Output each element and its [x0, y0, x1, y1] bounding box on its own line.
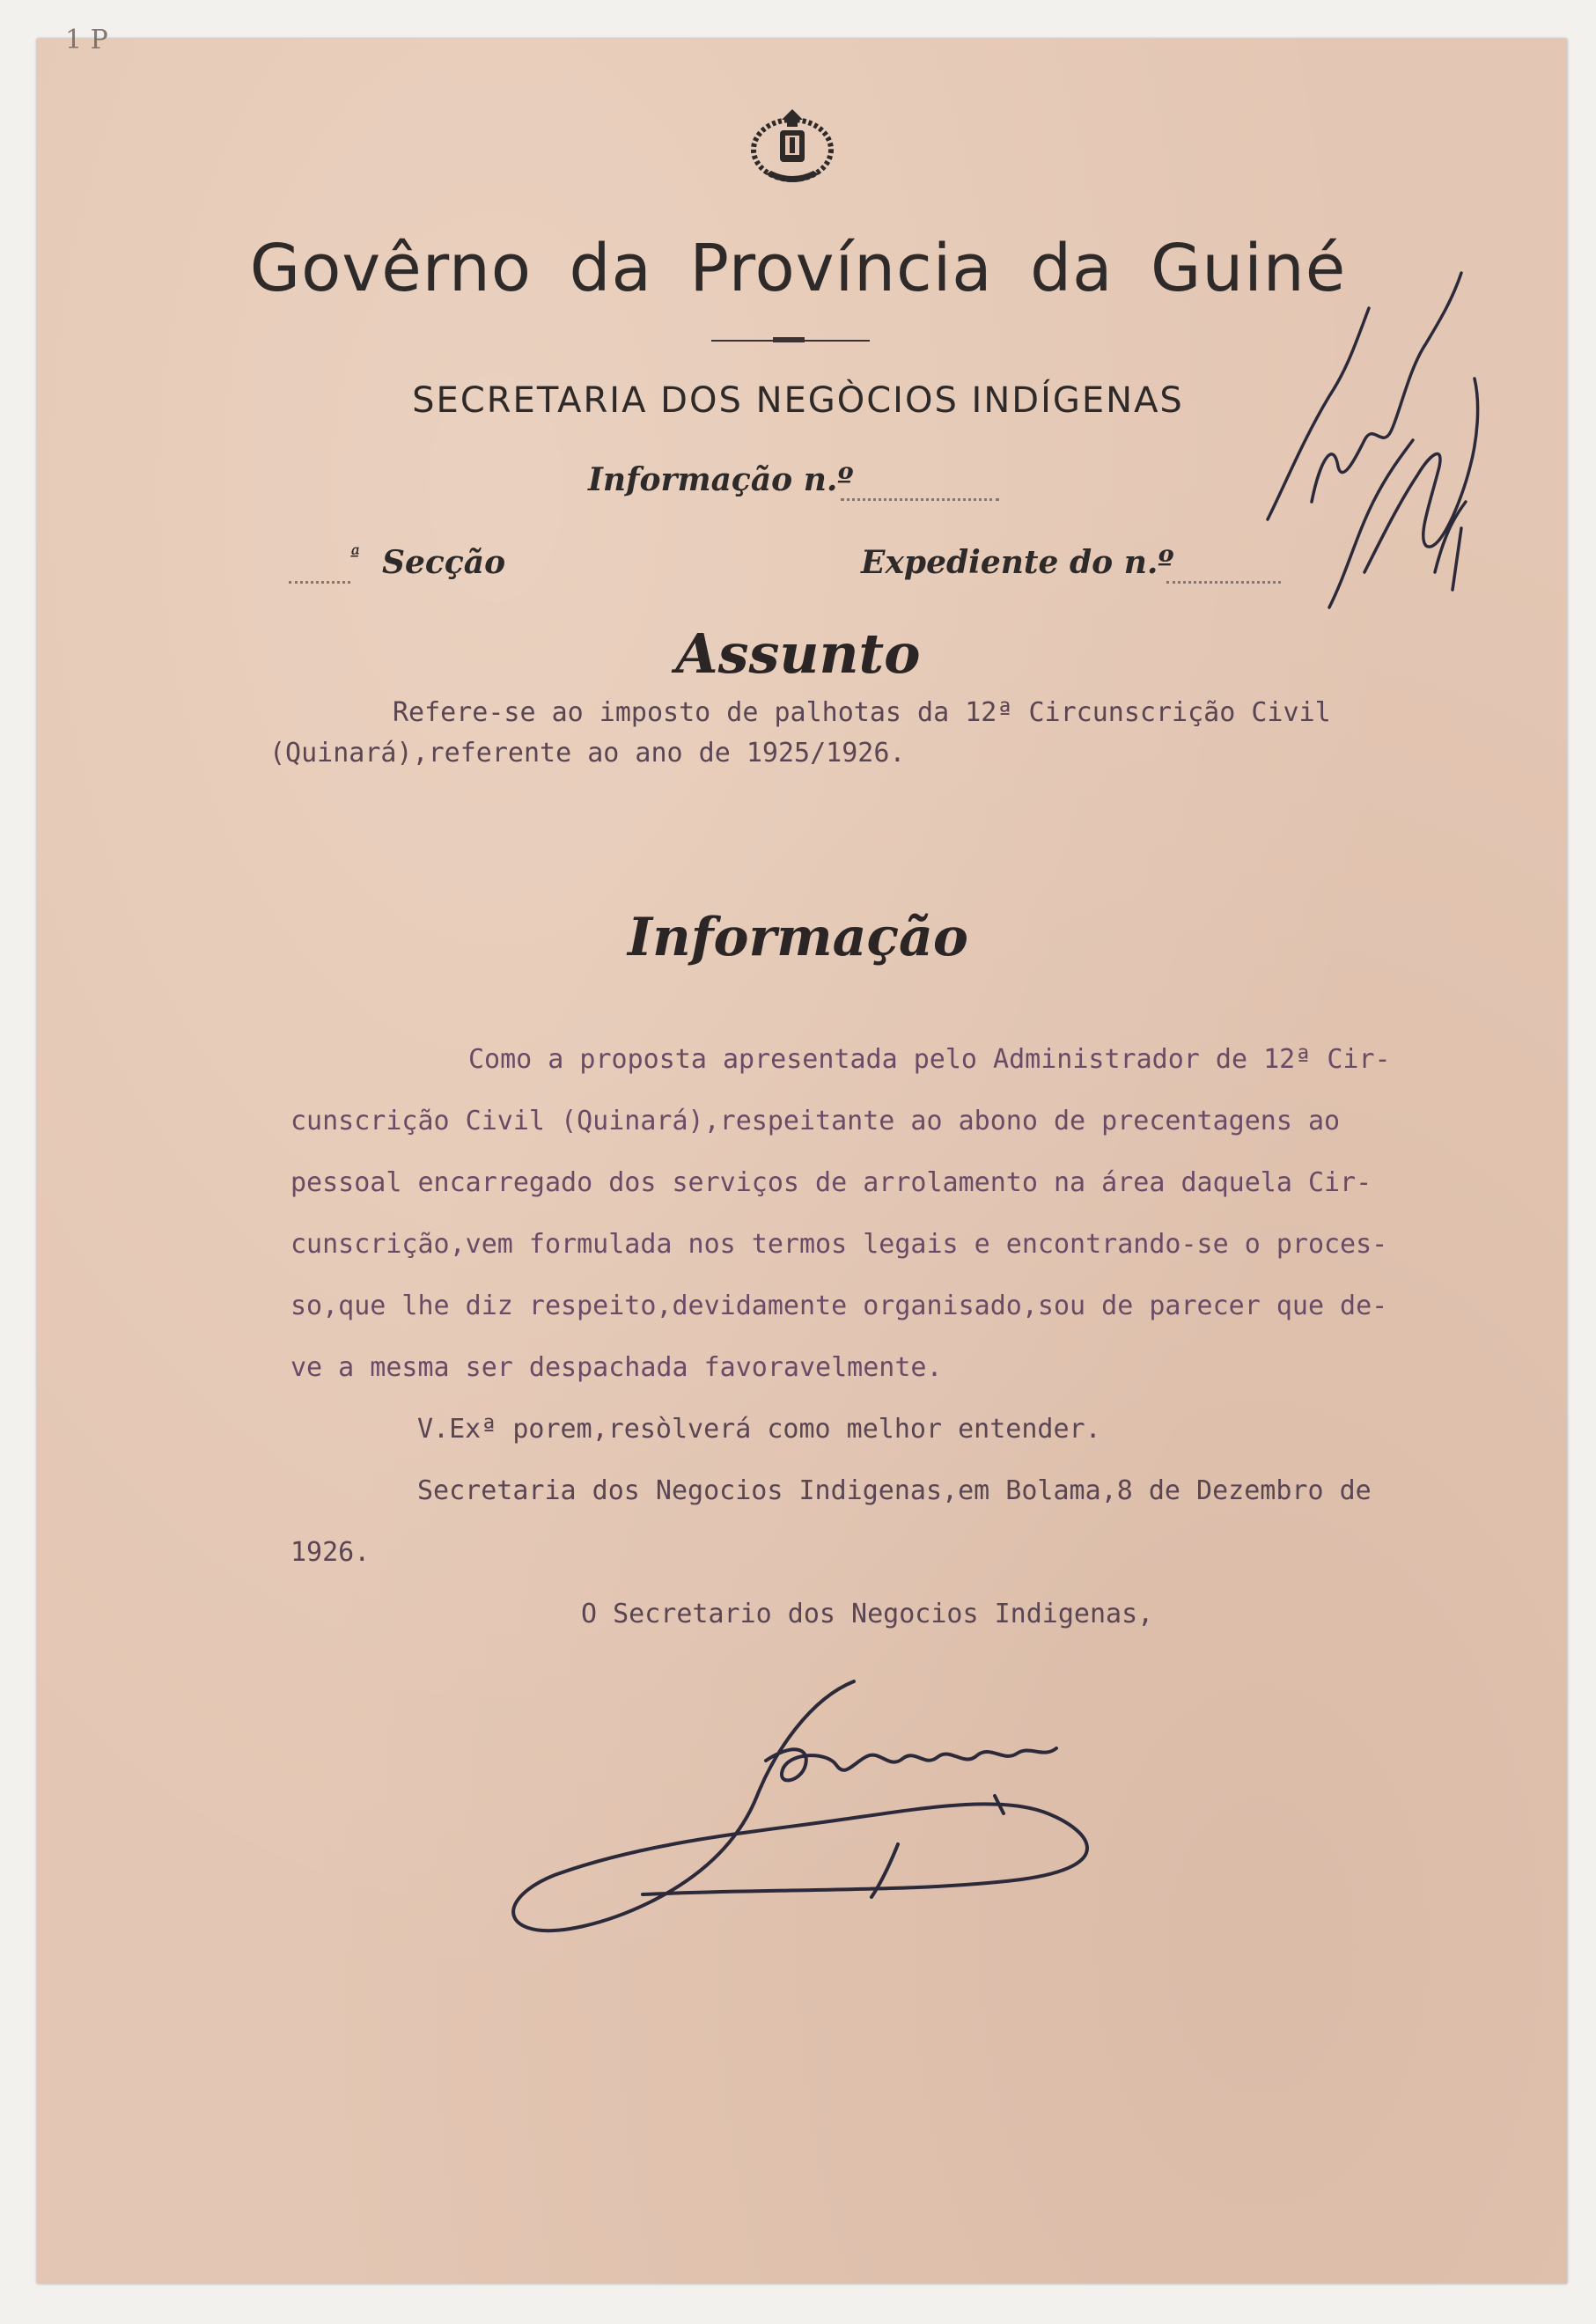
informacao-number-label: Informação n.º	[588, 461, 854, 498]
body-line-3: pessoal encarregado dos serviços de arrolamento na área daquela Cir-	[291, 1167, 1372, 1198]
signatory-title: O Secretario dos Negocios Indigenas,	[581, 1599, 1154, 1629]
assunto-line-2: (Quinará),referente ao ano de 1925/1926.	[269, 738, 906, 769]
informacao-number-field	[841, 498, 999, 501]
corner-archive-mark: 1 P	[65, 25, 108, 55]
secretaria-heading: SECRETARIA DOS NEGÒCIOS INDÍGENAS	[412, 380, 1184, 421]
body-line-4: cunscrição,vem formulada nos termos legais e encontrando-se o proces-	[291, 1229, 1388, 1260]
informacao-heading: Informação	[628, 907, 968, 968]
body-line-6: ve a mesma ser despachada favoravelmente.	[291, 1352, 943, 1383]
coat-of-arms-emblem	[739, 104, 845, 192]
assunto-line-1: Refere-se ao imposto de palhotas da 12ª Circunscrição Civil	[393, 697, 1331, 728]
expediente-label: Expediente do n.º	[861, 544, 1174, 581]
seccao-prefix: ª	[350, 544, 360, 567]
header-divider-center	[773, 337, 805, 342]
seccao-number-field	[289, 581, 350, 584]
body-line-5: so,que lhe diz respeito,devidamente organisado,sou de parecer que de-	[291, 1291, 1388, 1321]
handwritten-signature	[475, 1664, 1215, 1963]
place-date-line: Secretaria dos Negocios Indigenas,em Bolama,8 de Dezembro de	[417, 1475, 1372, 1506]
body-line-2: cunscrição Civil (Quinará),respeitante ao abono de precentagens ao	[291, 1106, 1341, 1136]
assunto-heading: Assunto	[675, 621, 921, 686]
year-line: 1926.	[291, 1537, 371, 1568]
seccao-label: Secção	[382, 544, 506, 581]
handwritten-marginal-note	[1250, 238, 1505, 643]
closing-line: V.Exª porem,resòlverá como melhor entender.	[417, 1414, 1101, 1445]
body-line-1: Como a proposta apresentada pelo Administrador de 12ª Cir-	[468, 1044, 1391, 1075]
government-heading: Govêrno da Província da Guiné	[249, 231, 1347, 306]
